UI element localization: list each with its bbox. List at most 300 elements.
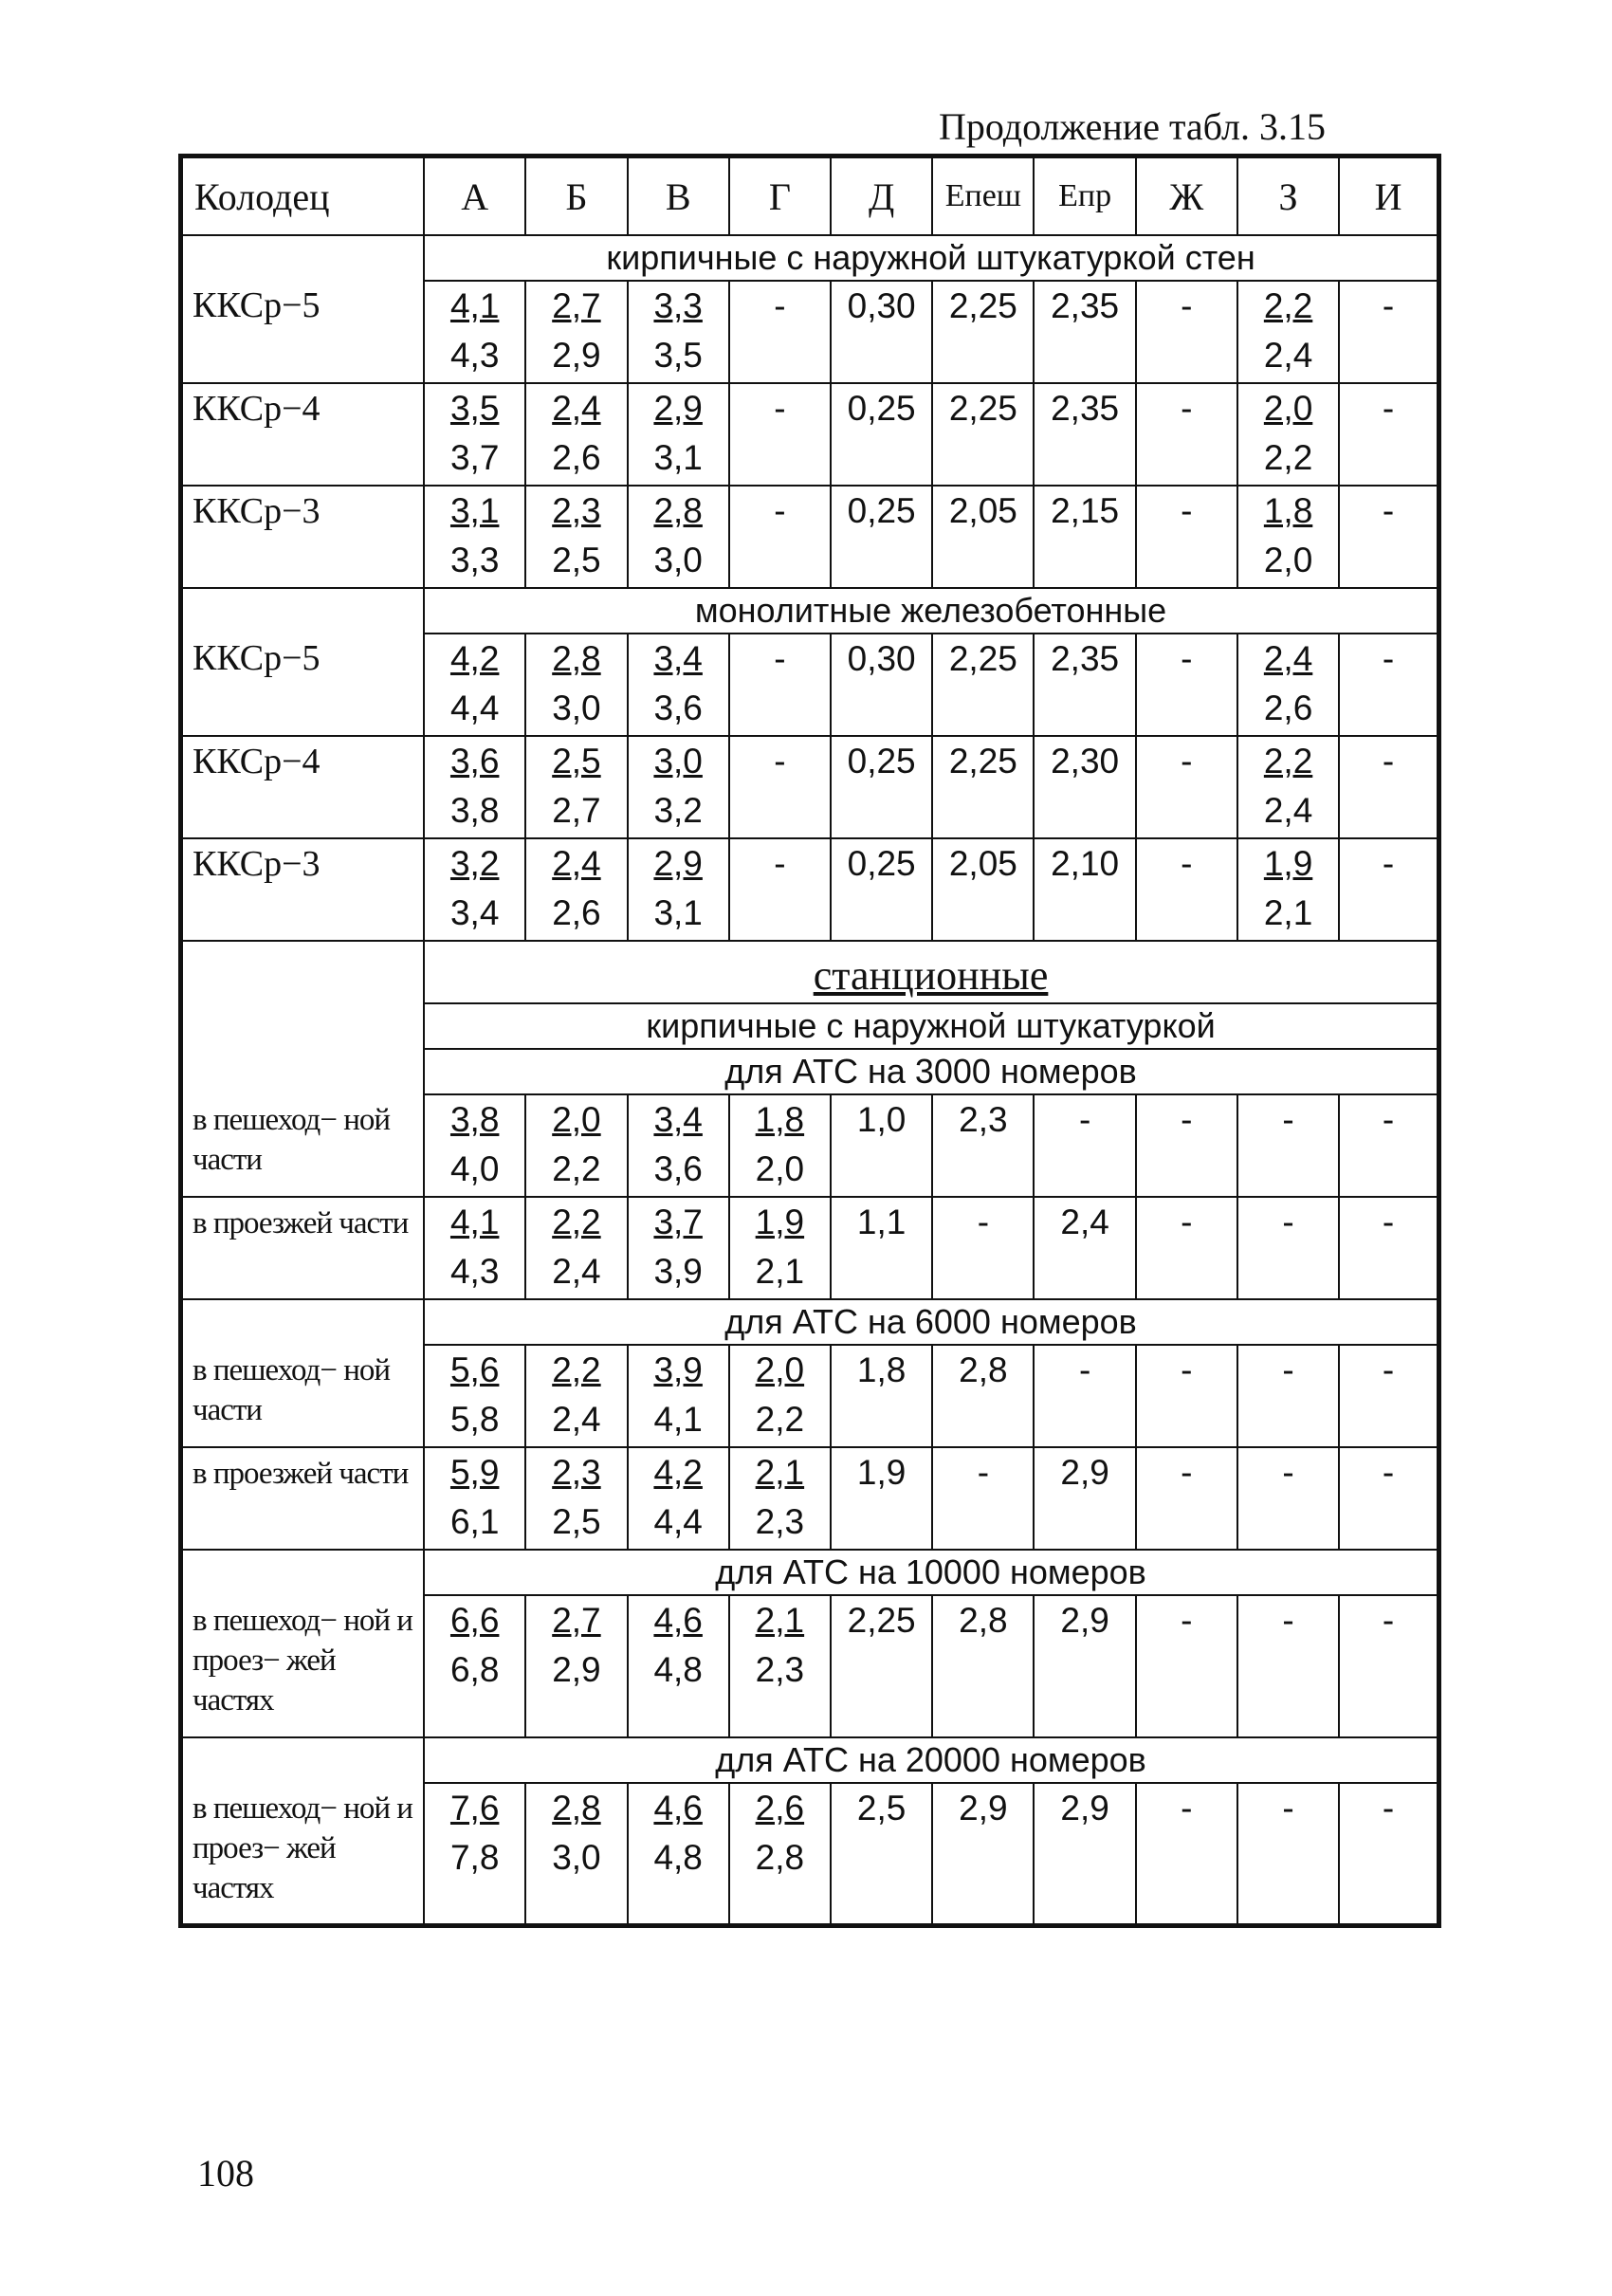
value: 2,9 [552, 1650, 601, 1689]
value-cell [1136, 1595, 1237, 1737]
value: 4,8 [653, 1838, 703, 1877]
value: 6,1 [449, 1502, 500, 1541]
value: - [1382, 1100, 1395, 1139]
value-cell [729, 736, 831, 838]
header-row [181, 156, 1439, 236]
value-min: 3,8 [449, 1100, 500, 1139]
value: - [1382, 1350, 1395, 1389]
header-cell: И [1339, 156, 1438, 236]
table-row [181, 383, 1439, 486]
value-cell [932, 1197, 1034, 1299]
value-cell [628, 1447, 729, 1550]
value: - [774, 639, 786, 678]
value-cell [628, 736, 729, 838]
value-cell [729, 383, 831, 486]
value: 2,05 [948, 491, 1017, 530]
value-cell [1339, 736, 1438, 838]
value: 2,30 [1051, 742, 1120, 781]
value: 0,30 [847, 286, 916, 325]
value-min: 2,2 [552, 1350, 601, 1389]
value-min: 2,7 [552, 1601, 601, 1640]
value: 4,8 [653, 1650, 703, 1689]
value-cell [729, 486, 831, 588]
value-min: 1,9 [755, 1203, 805, 1241]
value-cell [932, 838, 1034, 941]
value: 2,25 [948, 389, 1017, 428]
value: 3,1 [653, 893, 703, 932]
value-min: 2,6 [755, 1789, 805, 1828]
value-min: 2,8 [653, 491, 703, 530]
value: - [1181, 1789, 1193, 1828]
value-cell [1339, 838, 1438, 941]
value-cell [831, 1094, 932, 1197]
table-caption: Продолжение табл. 3.15 [939, 105, 1326, 148]
value: 3,8 [449, 791, 500, 830]
value: - [1181, 1601, 1193, 1640]
value: - [1181, 1203, 1193, 1241]
value-min: 2,2 [1263, 742, 1313, 781]
value-cell [1237, 486, 1339, 588]
value: 2,8 [959, 1350, 1008, 1389]
value-cell [1339, 1447, 1438, 1550]
value-cell [932, 1595, 1034, 1737]
row-label: в пешеход− ной части [181, 1345, 425, 1447]
value-min: 2,1 [755, 1453, 805, 1492]
value-min: 3,1 [449, 491, 500, 530]
value-cell [628, 1345, 729, 1447]
value-cell [1237, 634, 1339, 736]
row-label: ККСр−5 [181, 281, 425, 383]
value: 2,6 [1263, 689, 1313, 727]
value: 2,8 [755, 1838, 805, 1877]
value-cell [628, 1197, 729, 1299]
value: 2,5 [552, 541, 601, 579]
value: - [1382, 1453, 1395, 1492]
value-cell [628, 486, 729, 588]
value: - [1181, 1453, 1193, 1492]
value-min: 2,8 [552, 639, 601, 678]
value-min: 2,4 [552, 389, 601, 428]
value: 4,4 [653, 1502, 703, 1541]
value: - [1282, 1453, 1294, 1492]
table-row [181, 1094, 1439, 1197]
section-row [181, 235, 1439, 281]
value: 3,4 [449, 893, 500, 932]
row-label: ККСр−4 [181, 736, 425, 838]
value: 2,9 [1060, 1789, 1109, 1828]
header-cell: В [628, 156, 729, 236]
value-cell [525, 1447, 627, 1550]
value: 3,3 [449, 541, 500, 579]
value-min: 3,0 [653, 742, 703, 781]
value-cell [1237, 1094, 1339, 1197]
value-cell [1136, 1783, 1237, 1925]
value-cell [1237, 281, 1339, 383]
value-min: 3,4 [653, 639, 703, 678]
value: - [977, 1453, 990, 1492]
value: 3,6 [653, 1149, 703, 1188]
value: 2,2 [552, 1149, 601, 1188]
table-row [181, 1595, 1439, 1737]
value-cell [525, 838, 627, 941]
value: 0,25 [847, 844, 916, 883]
value: - [1078, 1350, 1091, 1389]
value-cell [1136, 1094, 1237, 1197]
value-cell [424, 486, 525, 588]
value: - [1382, 286, 1395, 325]
value: 1,1 [856, 1203, 907, 1241]
value: - [774, 742, 786, 781]
value: - [1181, 389, 1193, 428]
value-cell [1034, 1345, 1135, 1447]
value-cell [1339, 1595, 1438, 1737]
value: - [1382, 491, 1395, 530]
value-cell [1339, 281, 1438, 383]
value-cell [424, 1197, 525, 1299]
value-min: 2,3 [552, 491, 601, 530]
value-cell [424, 281, 525, 383]
value-cell [831, 281, 932, 383]
value-cell [831, 736, 932, 838]
value-cell [729, 634, 831, 736]
value-min: 2,9 [653, 389, 703, 428]
row-label: ККСр−3 [181, 486, 425, 588]
label-cell-empty [181, 1737, 425, 1783]
value: 2,4 [1263, 336, 1313, 375]
row-label: в проезжей части [181, 1197, 425, 1299]
value-cell [831, 634, 932, 736]
header-cell: Колодец [181, 156, 425, 236]
value-min: 7,6 [449, 1789, 500, 1828]
value-min: 2,0 [755, 1350, 805, 1389]
value-cell [1034, 1783, 1135, 1925]
value-cell [424, 1447, 525, 1550]
value-cell [729, 1595, 831, 1737]
value-min: 2,2 [552, 1203, 601, 1241]
value: 4,3 [449, 1252, 500, 1291]
value-cell [1034, 1595, 1135, 1737]
value-cell [1136, 1447, 1237, 1550]
value-cell [424, 1094, 525, 1197]
value: 2,9 [1060, 1453, 1109, 1492]
row-label: ККСр−3 [181, 838, 425, 941]
value: - [1181, 844, 1193, 883]
value: 2,1 [755, 1252, 805, 1291]
value-cell [831, 486, 932, 588]
value: 3,7 [449, 438, 500, 477]
value: 2,35 [1051, 639, 1120, 678]
value-cell [1034, 486, 1135, 588]
data-table [178, 154, 1441, 1928]
value-min: 4,2 [449, 639, 500, 678]
value: 7,8 [449, 1838, 500, 1877]
value-min: 2,4 [1263, 639, 1313, 678]
value: 2,25 [948, 639, 1017, 678]
value-min: 2,7 [552, 286, 601, 325]
value-min: 2,3 [552, 1453, 601, 1492]
table-row [181, 736, 1439, 838]
value: 2,0 [755, 1149, 805, 1188]
value-cell [525, 1197, 627, 1299]
table-row [181, 634, 1439, 736]
value: - [1181, 286, 1193, 325]
value-min: 3,9 [653, 1350, 703, 1389]
value-cell [628, 383, 729, 486]
value: - [1078, 1100, 1091, 1139]
value: 0,30 [847, 639, 916, 678]
label-cell-empty [181, 1049, 425, 1094]
value: 2,25 [847, 1601, 916, 1640]
value-min: 2,4 [552, 844, 601, 883]
value-cell [424, 1345, 525, 1447]
table-row [181, 486, 1439, 588]
value: - [1382, 844, 1395, 883]
value-cell [1034, 838, 1135, 941]
header-cell: А [424, 156, 525, 236]
value-cell [1136, 383, 1237, 486]
value-min: 3,2 [449, 844, 500, 883]
section-row [181, 1049, 1439, 1094]
value: - [1282, 1100, 1294, 1139]
value: 0,25 [847, 491, 916, 530]
value: - [1282, 1350, 1294, 1389]
value-min: 2,9 [653, 844, 703, 883]
value-cell [628, 1783, 729, 1925]
value-cell [932, 1094, 1034, 1197]
value: - [1181, 1350, 1193, 1389]
table-body [181, 156, 1439, 1926]
value-cell [1034, 1094, 1135, 1197]
value-cell [831, 1345, 932, 1447]
value: 1,8 [856, 1350, 907, 1389]
value-min: 2,8 [552, 1789, 601, 1828]
header-cell: Д [831, 156, 932, 236]
value: - [774, 491, 786, 530]
value: 2,25 [948, 742, 1017, 781]
value-cell [1136, 838, 1237, 941]
value-cell [729, 1094, 831, 1197]
value-cell [831, 1783, 932, 1925]
value-cell [932, 1447, 1034, 1550]
header-cell: З [1237, 156, 1339, 236]
row-label: в проезжей части [181, 1447, 425, 1550]
value-cell [525, 1094, 627, 1197]
value-cell [932, 383, 1034, 486]
value: - [1282, 1203, 1294, 1241]
value-cell [424, 1595, 525, 1737]
value-min: 3,7 [653, 1203, 703, 1241]
value: 2,1 [1263, 893, 1313, 932]
value: 2,6 [552, 438, 601, 477]
section-title: для АТС на 3000 номеров [424, 1049, 1438, 1094]
value-cell [424, 838, 525, 941]
value: 3,6 [653, 689, 703, 727]
header-cell: Г [729, 156, 831, 236]
value-min: 4,2 [653, 1453, 703, 1492]
value: 2,35 [1051, 286, 1120, 325]
value-cell [1237, 1197, 1339, 1299]
value-min: 3,3 [653, 286, 703, 325]
value-cell [1237, 1783, 1339, 1925]
row-label: в пешеход− ной и проез− жей частях [181, 1783, 425, 1925]
value: 2,7 [552, 791, 601, 830]
value: 2,2 [755, 1400, 805, 1439]
value: 2,4 [1060, 1203, 1109, 1241]
value: - [1382, 389, 1395, 428]
value-cell [424, 383, 525, 486]
value-cell [1034, 634, 1135, 736]
value: - [774, 389, 786, 428]
row-label: ККСр−4 [181, 383, 425, 486]
value: 4,3 [449, 336, 500, 375]
value: 2,05 [948, 844, 1017, 883]
value-min: 3,6 [449, 742, 500, 781]
label-cell-empty [181, 235, 425, 281]
value-cell [932, 281, 1034, 383]
value-cell [1339, 383, 1438, 486]
section-title: кирпичные с наружной штукатуркой стен [424, 235, 1438, 281]
value-cell [525, 1783, 627, 1925]
value-cell [831, 1447, 932, 1550]
value: 2,35 [1051, 389, 1120, 428]
value-cell [628, 634, 729, 736]
value: - [1382, 1789, 1395, 1828]
label-cell-empty [181, 1550, 425, 1595]
section-row [181, 1737, 1439, 1783]
value: 2,9 [552, 336, 601, 375]
value: 4,4 [449, 689, 500, 727]
table-row [181, 1783, 1439, 1925]
value-min: 4,6 [653, 1789, 703, 1828]
value-cell [1237, 1345, 1339, 1447]
value: 1,9 [856, 1453, 907, 1492]
value-cell [932, 736, 1034, 838]
value: - [774, 844, 786, 883]
value: 6,8 [449, 1650, 500, 1689]
value: 3,1 [653, 438, 703, 477]
value-cell [525, 383, 627, 486]
value: - [1382, 1203, 1395, 1241]
value: 2,9 [1060, 1601, 1109, 1640]
table-row [181, 838, 1439, 941]
value: 4,0 [449, 1149, 500, 1188]
value-min: 3,4 [653, 1100, 703, 1139]
page-number: 108 [197, 2152, 254, 2195]
value-cell [628, 1094, 729, 1197]
label-cell-empty [181, 1299, 425, 1345]
value-min: 5,9 [449, 1453, 500, 1492]
value-cell [1339, 486, 1438, 588]
value: 2,2 [1263, 438, 1313, 477]
value-min: 6,6 [449, 1601, 500, 1640]
value-cell [424, 634, 525, 736]
header-cell: Епеш [932, 156, 1034, 236]
value: - [1181, 742, 1193, 781]
value-min: 4,6 [653, 1601, 703, 1640]
value: 2,10 [1051, 844, 1120, 883]
row-label: в пешеход− ной и проез− жей частях [181, 1595, 425, 1737]
value-cell [831, 1197, 932, 1299]
value: - [774, 286, 786, 325]
value: 2,0 [1263, 541, 1313, 579]
value-cell [1237, 838, 1339, 941]
value-cell [628, 838, 729, 941]
section-row [181, 1003, 1439, 1049]
value-cell [1136, 634, 1237, 736]
section-title: для АТС на 6000 номеров [424, 1299, 1438, 1345]
value-cell [729, 1345, 831, 1447]
value-cell [1136, 486, 1237, 588]
value: 3,9 [653, 1252, 703, 1291]
value-cell [628, 1595, 729, 1737]
value: - [1382, 1601, 1395, 1640]
table-row [181, 1345, 1439, 1447]
value-cell [628, 281, 729, 383]
value: 2,4 [552, 1400, 601, 1439]
value-min: 1,9 [1263, 844, 1313, 883]
value-cell [525, 1595, 627, 1737]
value-min: 2,5 [552, 742, 601, 781]
value-cell [932, 486, 1034, 588]
header-cell: Епр [1034, 156, 1135, 236]
header-cell: Ж [1136, 156, 1237, 236]
value-min: 4,1 [449, 1203, 500, 1241]
section-title: станционные [424, 941, 1438, 1003]
row-label: в пешеход− ной части [181, 1094, 425, 1197]
value-min: 2,1 [755, 1601, 805, 1640]
label-cell-empty [181, 588, 425, 634]
value: 3,2 [653, 791, 703, 830]
value: 2,9 [959, 1789, 1008, 1828]
value: 3,0 [653, 541, 703, 579]
label-cell-empty [181, 941, 425, 1003]
value-cell [1136, 1345, 1237, 1447]
value: 3,0 [552, 1838, 601, 1877]
value-cell [1237, 1595, 1339, 1737]
value-min: 2,0 [1263, 389, 1313, 428]
row-label: ККСр−5 [181, 634, 425, 736]
value-cell [1237, 736, 1339, 838]
value-cell [1034, 383, 1135, 486]
value-cell [729, 838, 831, 941]
value: 1,0 [856, 1100, 907, 1139]
value: 2,25 [948, 286, 1017, 325]
value: 2,5 [856, 1789, 907, 1828]
value-cell [1339, 1197, 1438, 1299]
value-cell [932, 634, 1034, 736]
value-cell [424, 1783, 525, 1925]
value-cell [525, 736, 627, 838]
value: 4,1 [653, 1400, 703, 1439]
value: 2,3 [755, 1502, 805, 1541]
value-cell [1237, 1447, 1339, 1550]
value: 3,5 [653, 336, 703, 375]
value: - [1181, 1100, 1193, 1139]
value: 2,3 [959, 1100, 1008, 1139]
value: 2,3 [755, 1650, 805, 1689]
value-cell [729, 1783, 831, 1925]
value-cell [525, 634, 627, 736]
value: - [977, 1203, 990, 1241]
value: 3,0 [552, 689, 601, 727]
value-cell [1136, 1197, 1237, 1299]
value-min: 2,0 [552, 1100, 601, 1139]
value-min: 2,2 [1263, 286, 1313, 325]
label-cell-empty [181, 1003, 425, 1049]
value-cell [1237, 383, 1339, 486]
value-cell [729, 281, 831, 383]
value-cell [1136, 736, 1237, 838]
